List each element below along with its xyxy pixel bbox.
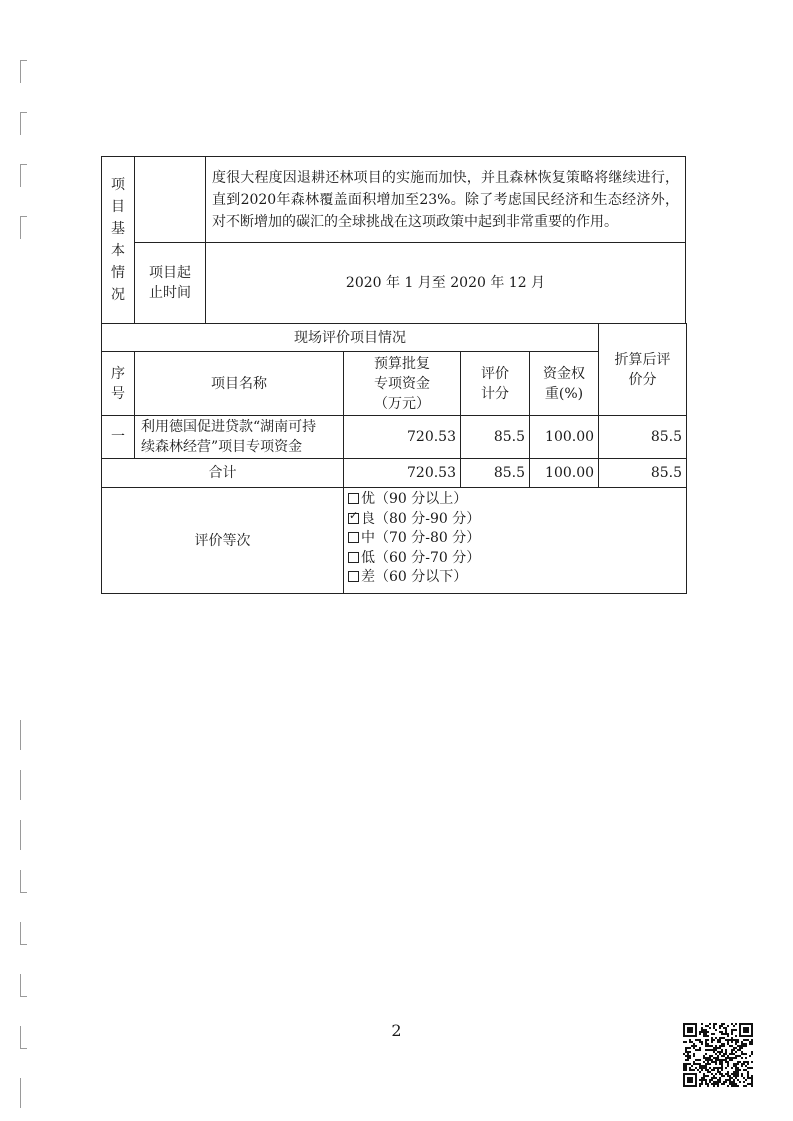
grade-option-good[interactable]: ✓良（80 分-90 分） (348, 510, 682, 530)
margin-mark (20, 720, 27, 750)
score-header: 评价 计分 (461, 352, 530, 416)
evaluation-form (101, 156, 686, 594)
grade-option-excellent[interactable]: 优（90 分以上） (348, 490, 682, 510)
margin-mark (20, 770, 27, 800)
grade-option-poor[interactable]: 差（60 分以下） (348, 568, 682, 588)
total-label: 合计 (102, 459, 344, 488)
project-period-value: 2020 年 1 月至 2020 年 12 月 (206, 243, 686, 324)
row-project-name: 利用德国促进贷款“湖南可持 续森林经营”项目专项资金 (135, 416, 344, 459)
margin-mark (20, 1078, 27, 1108)
grade-label: 评价等次 (102, 488, 344, 594)
project-period-label: 项目起 止时间 (135, 243, 206, 324)
checkbox-icon[interactable] (348, 571, 359, 582)
row-budget: 720.53 (344, 416, 461, 459)
project-description: 度很大程度因退耕还林项目的实施而加快，并且森林恢复策略将继续进行，直到2020年森林覆盖面积增加至23%。除了考虑国民经济和生态经济外，对不断增加的碳汇的全球挑战在这项政策中起到非常重要的作用。 (206, 157, 686, 243)
checkbox-icon[interactable] (348, 532, 359, 543)
margin-mark (20, 164, 27, 187)
evaluation-table (101, 323, 687, 594)
blank-cell (135, 157, 206, 243)
seq-header: 序 号 (102, 352, 135, 416)
section-title: 现场评价项目情况 (102, 324, 599, 352)
margin-mark (20, 820, 27, 850)
weight-header: 资金权 重(%) (530, 352, 599, 416)
final-score-header: 折算后评 价分 (599, 324, 687, 416)
row-final-score: 85.5 (599, 416, 687, 459)
project-basic-info-label: 项 目 基 本 情 况 (102, 157, 135, 324)
margin-mark (20, 922, 27, 945)
table-row (102, 416, 687, 459)
grade-option-medium[interactable]: 中（70 分-80 分） (348, 529, 682, 549)
budget-header: 预算批复 专项资金 （万元） (344, 352, 461, 416)
margin-mark (20, 112, 27, 135)
grade-option-low[interactable]: 低（60 分-70 分） (348, 549, 682, 569)
checkbox-icon[interactable] (348, 493, 359, 504)
qr-code-icon (683, 1023, 753, 1087)
margin-mark (20, 870, 27, 893)
total-weight: 100.00 (530, 459, 599, 488)
row-weight: 100.00 (530, 416, 599, 459)
margin-mark (20, 974, 27, 997)
margin-mark (20, 60, 27, 83)
project-info-table (101, 156, 686, 324)
checkbox-icon[interactable] (348, 513, 359, 524)
margin-mark (20, 216, 27, 239)
grade-options (344, 488, 687, 594)
total-final-score: 85.5 (599, 459, 687, 488)
total-row (102, 459, 687, 488)
checkbox-icon[interactable] (348, 552, 359, 563)
total-budget: 720.53 (344, 459, 461, 488)
name-header: 项目名称 (135, 352, 344, 416)
page-number: 2 (391, 1021, 402, 1040)
total-score: 85.5 (461, 459, 530, 488)
row-seq: 一 (102, 416, 135, 459)
row-score: 85.5 (461, 416, 530, 459)
